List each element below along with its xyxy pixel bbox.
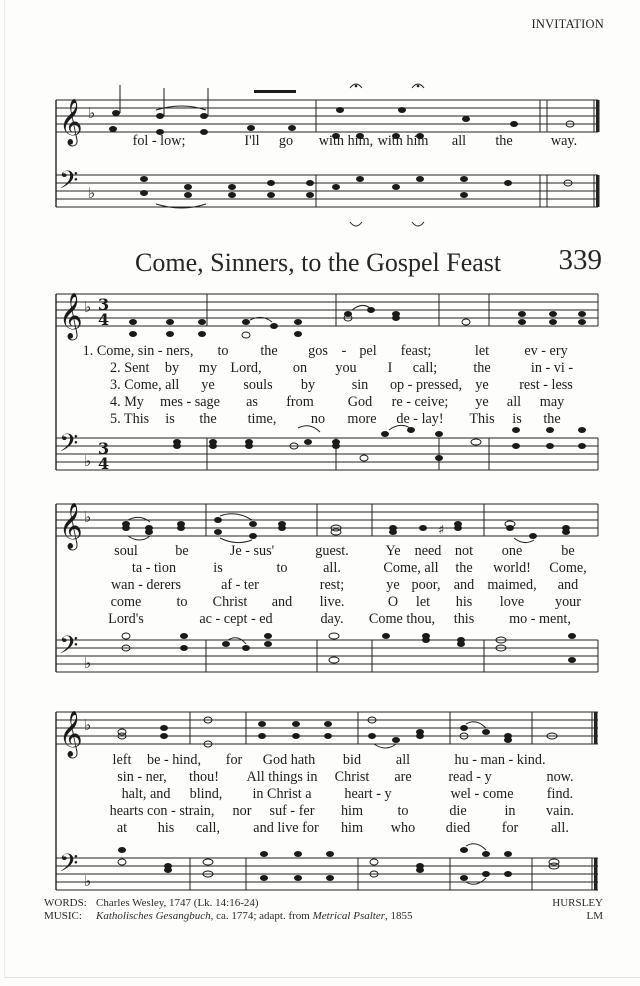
music-mid: , ca. 1774; adapt. from [210, 910, 313, 922]
svg-text:♭: ♭ [84, 716, 92, 734]
lyric-syllable: ye [475, 394, 489, 410]
lyric-syllable: mes - sage [160, 394, 220, 410]
lyric-syllable: who [390, 820, 416, 836]
verse-lyrics-system-1 [46, 343, 606, 433]
lyric-syllable: all [451, 133, 467, 149]
lyric-syllable: ye [475, 377, 489, 393]
lyric-syllable: the [495, 133, 513, 149]
lyric-syllable: soul [114, 543, 138, 559]
lyric-syllable: at [116, 820, 128, 836]
lyric-syllable: sin - ner, [117, 769, 167, 785]
lyric-syllable: not [454, 543, 474, 559]
lyric-syllable: wan - derers [110, 577, 182, 593]
lyric-syllable: op - pressed, [389, 377, 463, 393]
lyric-syllable: the [455, 560, 473, 576]
svg-text:𝄞: 𝄞 [59, 293, 83, 339]
lyric-syllable: one [501, 543, 523, 559]
lyric-syllable: heart - y [344, 786, 392, 802]
lyric-syllable: hearts con - strain, [109, 803, 215, 819]
lyric-syllable: died [445, 820, 471, 836]
lyric-syllable: sin [351, 377, 369, 393]
section-label: INVITATION [531, 17, 604, 31]
lyric-syllable: blind, [189, 786, 223, 802]
lyric-syllable: wel - come [450, 786, 514, 802]
music-label: MUSIC: [44, 910, 82, 922]
previous-hymn-lyrics [46, 133, 606, 153]
svg-text:𝄞: 𝄞 [59, 711, 83, 757]
lyric-syllable: on [292, 360, 308, 376]
lyric-syllable: in [504, 803, 516, 819]
lyric-syllable: souls [243, 377, 273, 393]
lyric-syllable: to [276, 560, 288, 576]
lyric-syllable: 2. Sent [110, 360, 150, 376]
svg-text:♭: ♭ [84, 872, 92, 890]
lyric-syllable: you [335, 360, 357, 376]
lyric-syllable: Ye [385, 543, 401, 559]
lyric-syllable: 4. My [110, 394, 144, 410]
lyric-syllable: ye [201, 377, 215, 393]
svg-text:♯: ♯ [438, 523, 445, 538]
lyric-syllable: your [554, 594, 582, 610]
lyric-syllable: his [157, 820, 175, 836]
lyric-syllable: the [473, 360, 491, 376]
lyric-syllable: need [414, 543, 442, 559]
lyric-syllable: to [397, 803, 409, 819]
tune-info [552, 897, 603, 923]
svg-text:𝄞: 𝄞 [59, 99, 83, 145]
lyric-syllable: O [387, 594, 399, 610]
lyric-syllable: ta - tion [131, 560, 177, 576]
lyric-syllable: no [310, 411, 326, 427]
lyric-syllable: live. [319, 594, 345, 610]
music-credit [44, 910, 413, 923]
lyric-syllable: vain. [546, 803, 574, 819]
lyric-syllable: and live for [253, 820, 319, 836]
meter: LM [586, 910, 603, 922]
svg-text:𝄢: 𝄢 [59, 166, 79, 201]
hymn-system-1 [46, 280, 606, 480]
words-label: WORDS: [44, 897, 87, 909]
lyric-syllable: is [512, 411, 522, 427]
lyric-syllable: read - y [448, 769, 492, 785]
lyric-syllable: halt, and [121, 786, 171, 802]
lyric-syllable: call; [412, 360, 438, 376]
lyric-syllable: by [164, 360, 180, 376]
lyric-syllable: come [110, 594, 142, 610]
lyric-syllable: fol - low; [132, 133, 186, 149]
svg-text:♭: ♭ [84, 298, 92, 316]
hymn-system-3 [46, 700, 606, 890]
lyric-syllable: mo - ment, [509, 611, 571, 627]
lyric-syllable: This [469, 411, 495, 427]
lyric-syllable: him [340, 820, 364, 836]
lyric-syllable: be [175, 543, 189, 559]
lyric-syllable: ac - cept - ed [199, 611, 273, 627]
lyric-syllable: and [453, 577, 475, 593]
hymn-number: 339 [558, 244, 602, 276]
lyric-syllable: from [286, 394, 314, 410]
lyric-syllable: day. [320, 611, 344, 627]
lyric-syllable: to [176, 594, 188, 610]
tune-name: HURSLEY [552, 897, 603, 909]
words-credit [44, 897, 413, 910]
lyric-syllable: by [300, 377, 316, 393]
lyric-syllable: love [499, 594, 525, 610]
lyric-syllable: 3. Come, all [110, 377, 180, 393]
lyric-syllable: all [506, 394, 522, 410]
lyric-syllable: Lord, [230, 360, 262, 376]
music-source: Katholisches Gesangbuch [96, 910, 211, 922]
lyric-syllable: and [271, 594, 293, 610]
verse-lyrics-system-3 [46, 752, 606, 842]
lyric-syllable: re - ceive; [391, 394, 449, 410]
lyric-syllable: the [543, 411, 561, 427]
lyric-syllable: for [501, 820, 519, 836]
lyric-syllable: ye [386, 577, 400, 593]
lyric-syllable: I [387, 360, 393, 376]
hymn-credits [44, 897, 413, 923]
lyric-syllable: I'll [244, 133, 260, 149]
svg-text:♭: ♭ [88, 104, 96, 122]
grand-staff-previous [46, 80, 606, 230]
lyric-syllable: die [449, 803, 467, 819]
svg-text:♭: ♭ [84, 508, 92, 526]
lyric-syllable: time, [247, 411, 277, 427]
lyric-syllable: all. [323, 560, 341, 576]
lyric-syllable: maimed, [487, 577, 537, 593]
lyric-syllable: 5. This [110, 411, 150, 427]
svg-text:𝄢: 𝄢 [59, 849, 79, 884]
hymn-title: Come, Sinners, to the Gospel Feast [135, 248, 502, 277]
svg-text:𝄢: 𝄢 [59, 631, 79, 666]
lyric-syllable: find. [546, 786, 574, 802]
lyric-syllable: gos [308, 343, 328, 359]
svg-text:4: 4 [98, 310, 110, 329]
lyric-syllable: poor, [411, 577, 441, 593]
lyric-syllable: Christ [334, 769, 370, 785]
lyric-syllable: All things in [246, 769, 318, 785]
lyric-syllable: call, [195, 820, 221, 836]
lyric-syllable: Lord's [108, 611, 144, 627]
lyric-syllable: Come thou, [368, 611, 436, 627]
svg-text:𝄢: 𝄢 [59, 429, 79, 464]
lyric-syllable: af - ter [221, 577, 259, 593]
lyric-syllable: more [347, 411, 377, 427]
lyric-syllable: way. [550, 133, 578, 149]
lyric-syllable: in Christ a [252, 786, 312, 802]
music-end: , 1855 [385, 910, 413, 922]
lyric-syllable: let [415, 594, 431, 610]
lyric-syllable: world! [493, 560, 531, 576]
lyric-syllable: may [539, 394, 565, 410]
lyric-syllable: with him, [318, 133, 374, 149]
lyric-syllable: now. [546, 769, 574, 785]
lyric-syllable: guest. [315, 543, 349, 559]
music-adapt-source: Metrical Psalter [312, 910, 386, 922]
lyric-syllable: all. [551, 820, 569, 836]
lyric-syllable: him [340, 803, 364, 819]
lyric-syllable: ev - ery [524, 343, 568, 359]
svg-text:3: 3 [98, 439, 110, 458]
svg-text:♭: ♭ [84, 654, 92, 672]
lyric-syllable: bid [342, 752, 362, 768]
lyric-syllable: let [474, 343, 490, 359]
lyric-syllable: rest - less [519, 377, 573, 393]
svg-text:𝄞: 𝄞 [59, 503, 83, 549]
lyric-syllable: nor [232, 803, 252, 819]
lyric-syllable: God [347, 394, 373, 410]
lyric-syllable: and [557, 577, 579, 593]
lyric-syllable: be - hind, [147, 752, 201, 768]
svg-text:♭: ♭ [88, 184, 96, 202]
svg-text:♭: ♭ [84, 452, 92, 470]
lyric-syllable: my [198, 360, 218, 376]
lyric-syllable: as [246, 394, 258, 410]
lyric-syllable: left [112, 752, 132, 768]
lyric-syllable: be [561, 543, 575, 559]
lyric-syllable: God hath [262, 752, 316, 768]
words-text: Charles Wesley, 1747 (Lk. 14:16-24) [96, 897, 259, 909]
lyric-syllable: this [453, 611, 475, 627]
lyric-syllable: - [341, 343, 347, 359]
lyric-syllable: all [395, 752, 411, 768]
previous-hymn-system [46, 80, 606, 230]
lyric-syllable: for [225, 752, 243, 768]
lyric-syllable: the [260, 343, 278, 359]
lyric-syllable: Je - sus' [229, 543, 275, 559]
lyric-syllable: thou! [189, 769, 219, 785]
lyric-syllable: to [217, 343, 229, 359]
lyric-syllable: hu - man - kind. [454, 752, 546, 768]
verse-lyrics-system-2 [46, 543, 606, 633]
lyric-syllable: pel [359, 343, 377, 359]
lyric-syllable: Christ [212, 594, 248, 610]
lyric-syllable: Come, all [383, 560, 439, 576]
lyric-syllable: de - lay! [396, 411, 444, 427]
lyric-syllable: his [455, 594, 473, 610]
lyric-syllable: in - vi - [530, 360, 574, 376]
lyric-syllable: the [199, 411, 217, 427]
lyric-syllable: go [278, 133, 294, 149]
lyric-syllable: suf - fer [269, 803, 315, 819]
lyric-syllable: is [213, 560, 223, 576]
hymn-system-2 [46, 490, 606, 690]
lyric-syllable: rest; [319, 577, 345, 593]
svg-text:3: 3 [98, 295, 110, 314]
lyric-syllable: are [394, 769, 412, 785]
lyric-syllable: 1. Come, sin - ners, [82, 343, 194, 359]
lyric-syllable: with him [377, 133, 429, 149]
lyric-syllable: is [165, 411, 175, 427]
svg-text:4: 4 [98, 454, 110, 473]
lyric-syllable: Come, [549, 560, 587, 576]
lyric-syllable: feast; [400, 343, 432, 359]
